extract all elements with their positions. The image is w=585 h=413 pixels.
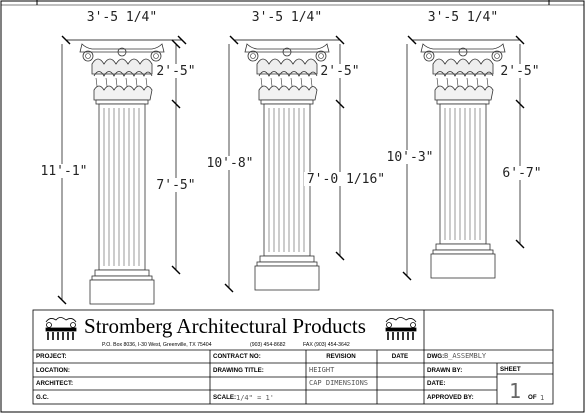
- revision-2: CAP DIMENSIONS: [309, 379, 369, 387]
- revision-1: HEIGHT: [309, 366, 335, 374]
- column-2-shaft-dim: 7'-0 1/16": [306, 172, 386, 187]
- logo-right-icon: [386, 318, 416, 341]
- label-architect: ARCHITECT:: [36, 380, 74, 387]
- company-fax: FAX (903) 454-3642: [303, 342, 350, 348]
- column-3-overall-dim: 10'-3": [386, 150, 434, 165]
- column-3: [386, 10, 544, 280]
- column-3-capital-dim: 2'-5": [500, 64, 540, 79]
- scale-value: 1/4" = 1': [236, 394, 274, 402]
- label-location: LOCATION:: [36, 367, 70, 374]
- label-sheet: SHEET: [500, 366, 521, 373]
- company-name: Stromberg Architectural Products: [84, 314, 366, 338]
- sheet-number: 1: [508, 379, 522, 403]
- label-of: OF: [528, 394, 537, 401]
- label-contract-no: CONTRACT NO:: [213, 353, 261, 360]
- column-2-capital-dim: 2'-5": [320, 64, 360, 79]
- label-date: DATE: [391, 353, 409, 360]
- label-drawn-by: DRAWN BY:: [427, 367, 463, 374]
- column-1-shaft-dim: 7'-5": [156, 178, 196, 193]
- sheet-of-value: 1: [540, 394, 545, 402]
- column-1-width-dim: 3'-5 1/4": [86, 10, 158, 25]
- column-1-overall-dim: 11'-1": [40, 164, 88, 179]
- label-revision: REVISION: [326, 353, 356, 360]
- company-phone: (903) 454-8682: [250, 342, 286, 348]
- label-approved-by: APPROVED BY:: [427, 394, 474, 401]
- column-1-capital-dim: 2'-5": [156, 64, 196, 79]
- company-address: P.O. Box 8036, I-30 West, Greenville, TX 75404: [102, 342, 212, 348]
- label-project: PROJECT:: [36, 353, 67, 360]
- label-dwg: DWG:: [427, 353, 445, 360]
- column-2: [206, 10, 388, 292]
- column-1: [40, 10, 196, 304]
- column-3-width-dim: 3'-5 1/4": [427, 10, 499, 25]
- column-2-overall-dim: 10'-8": [206, 156, 254, 171]
- dwg-value: B_ASSEMBLY: [444, 352, 487, 360]
- column-3-shaft-dim: 6'-7": [502, 166, 542, 181]
- label-drawing-title: DRAWING TITLE:: [213, 367, 264, 374]
- label-gc: G.C.: [36, 394, 49, 401]
- label-scale: SCALE:: [213, 394, 237, 401]
- logo-left-icon: [46, 318, 76, 341]
- label-date-2: DATE:: [427, 380, 446, 387]
- column-2-width-dim: 3'-5 1/4": [251, 10, 323, 25]
